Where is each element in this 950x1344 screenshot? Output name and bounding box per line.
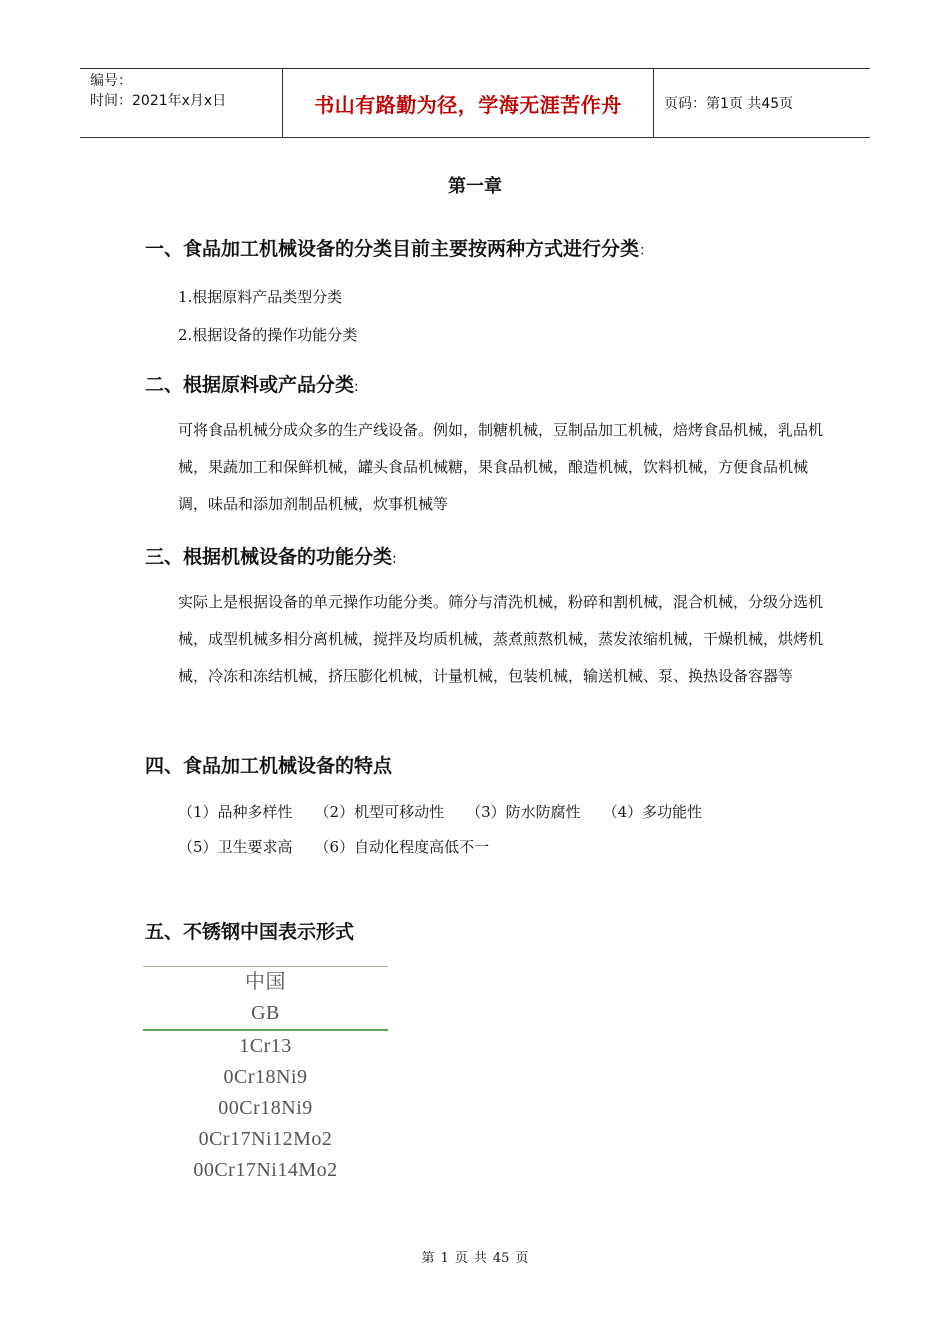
section-heading-1-text: 一、食品加工机械设备的分类目前主要按两种方式进行分类 [145, 238, 640, 260]
header-meta [80, 69, 282, 137]
header-motto: 书山有路勤为径，学海无涯苦作舟 [282, 69, 654, 137]
table-header-line2: GB [251, 1002, 280, 1024]
section-heading-2-colon: : [354, 379, 359, 395]
footer-di: 第 [421, 1251, 435, 1266]
feature-item: （1）品种多样性 [178, 803, 293, 821]
section-heading-3 [145, 542, 397, 569]
section-heading-1 [145, 234, 653, 261]
features-row-2 [178, 836, 511, 857]
section-2-paragraph: 可将食品机械分成众多的生产线设备。例如，制糖机械，豆制品加工机械，焙烤食品机械，乳品机械，果蔬加工和保鲜机械，罐头食品机械糖，果食品机械，酿造机械，饮料机械，方便食品机械调，味品和添加剂制品机械，炊事机械等 [178, 421, 824, 513]
table-header-line1: 中国 [245, 971, 286, 993]
time-label: 时间：2021年x月x日 [90, 93, 227, 109]
footer-ye: 页 [454, 1251, 468, 1266]
header-page-label: 页码：第1页 共45页 [664, 96, 794, 112]
footer-ye-2: 页 [515, 1251, 529, 1266]
footer-gong: 共 [473, 1251, 487, 1266]
feature-item: （6）自动化程度高低不一 [314, 838, 490, 856]
table-row: 00Cr18Ni9 [218, 1097, 313, 1119]
footer-page-number: 1 [440, 1251, 449, 1266]
number-label: 编号： [90, 73, 132, 89]
features-row-1 [178, 801, 724, 822]
section-heading-4: 四、食品加工机械设备的特点 [145, 755, 393, 777]
table-row: 1Cr13 [239, 1035, 292, 1057]
section-heading-3-text: 三、根据机械设备的功能分类 [145, 546, 393, 568]
section-heading-5: 五、不锈钢中国表示形式 [145, 921, 355, 943]
table-row: 00Cr17Ni14Mo2 [193, 1159, 338, 1181]
chapter-title: 第一章 [448, 176, 502, 197]
section-heading-2 [145, 370, 359, 397]
section-heading-1-colon: ： [639, 243, 654, 259]
gb-steel-table [143, 966, 388, 1186]
feature-item: （3）防水防腐性 [466, 803, 581, 821]
feature-item: （4）多功能性 [602, 803, 703, 821]
table-row: 0Cr17Ni12Mo2 [198, 1128, 333, 1150]
table-row: 0Cr18Ni9 [223, 1066, 308, 1088]
page-footer [0, 1247, 950, 1266]
section-heading-3-colon: : [392, 551, 397, 567]
feature-item: （5）卫生要求高 [178, 838, 293, 856]
footer-total-pages: 45 [492, 1251, 510, 1266]
feature-item: （2）机型可移动性 [314, 803, 445, 821]
list-item: 2.根据设备的操作功能分类 [178, 326, 358, 344]
list-item: 1.根据原料产品类型分类 [178, 288, 343, 306]
section-3-paragraph: 实际上是根据设备的单元操作功能分类。筛分与清洗机械，粉碎和割机械，混合机械，分级分选机械，成型机械多相分离机械，搅拌及均质机械，蒸煮煎熬机械，蒸发浓缩机械，干燥机械，烘烤机械，冷冻和冻结机械，挤压膨化机械，计量机械，包装机械，输送机械、泵、换热设备容器等 [178, 593, 824, 685]
section-heading-2-text: 二、根据原料或产品分类 [145, 374, 355, 396]
page-header [80, 68, 870, 138]
